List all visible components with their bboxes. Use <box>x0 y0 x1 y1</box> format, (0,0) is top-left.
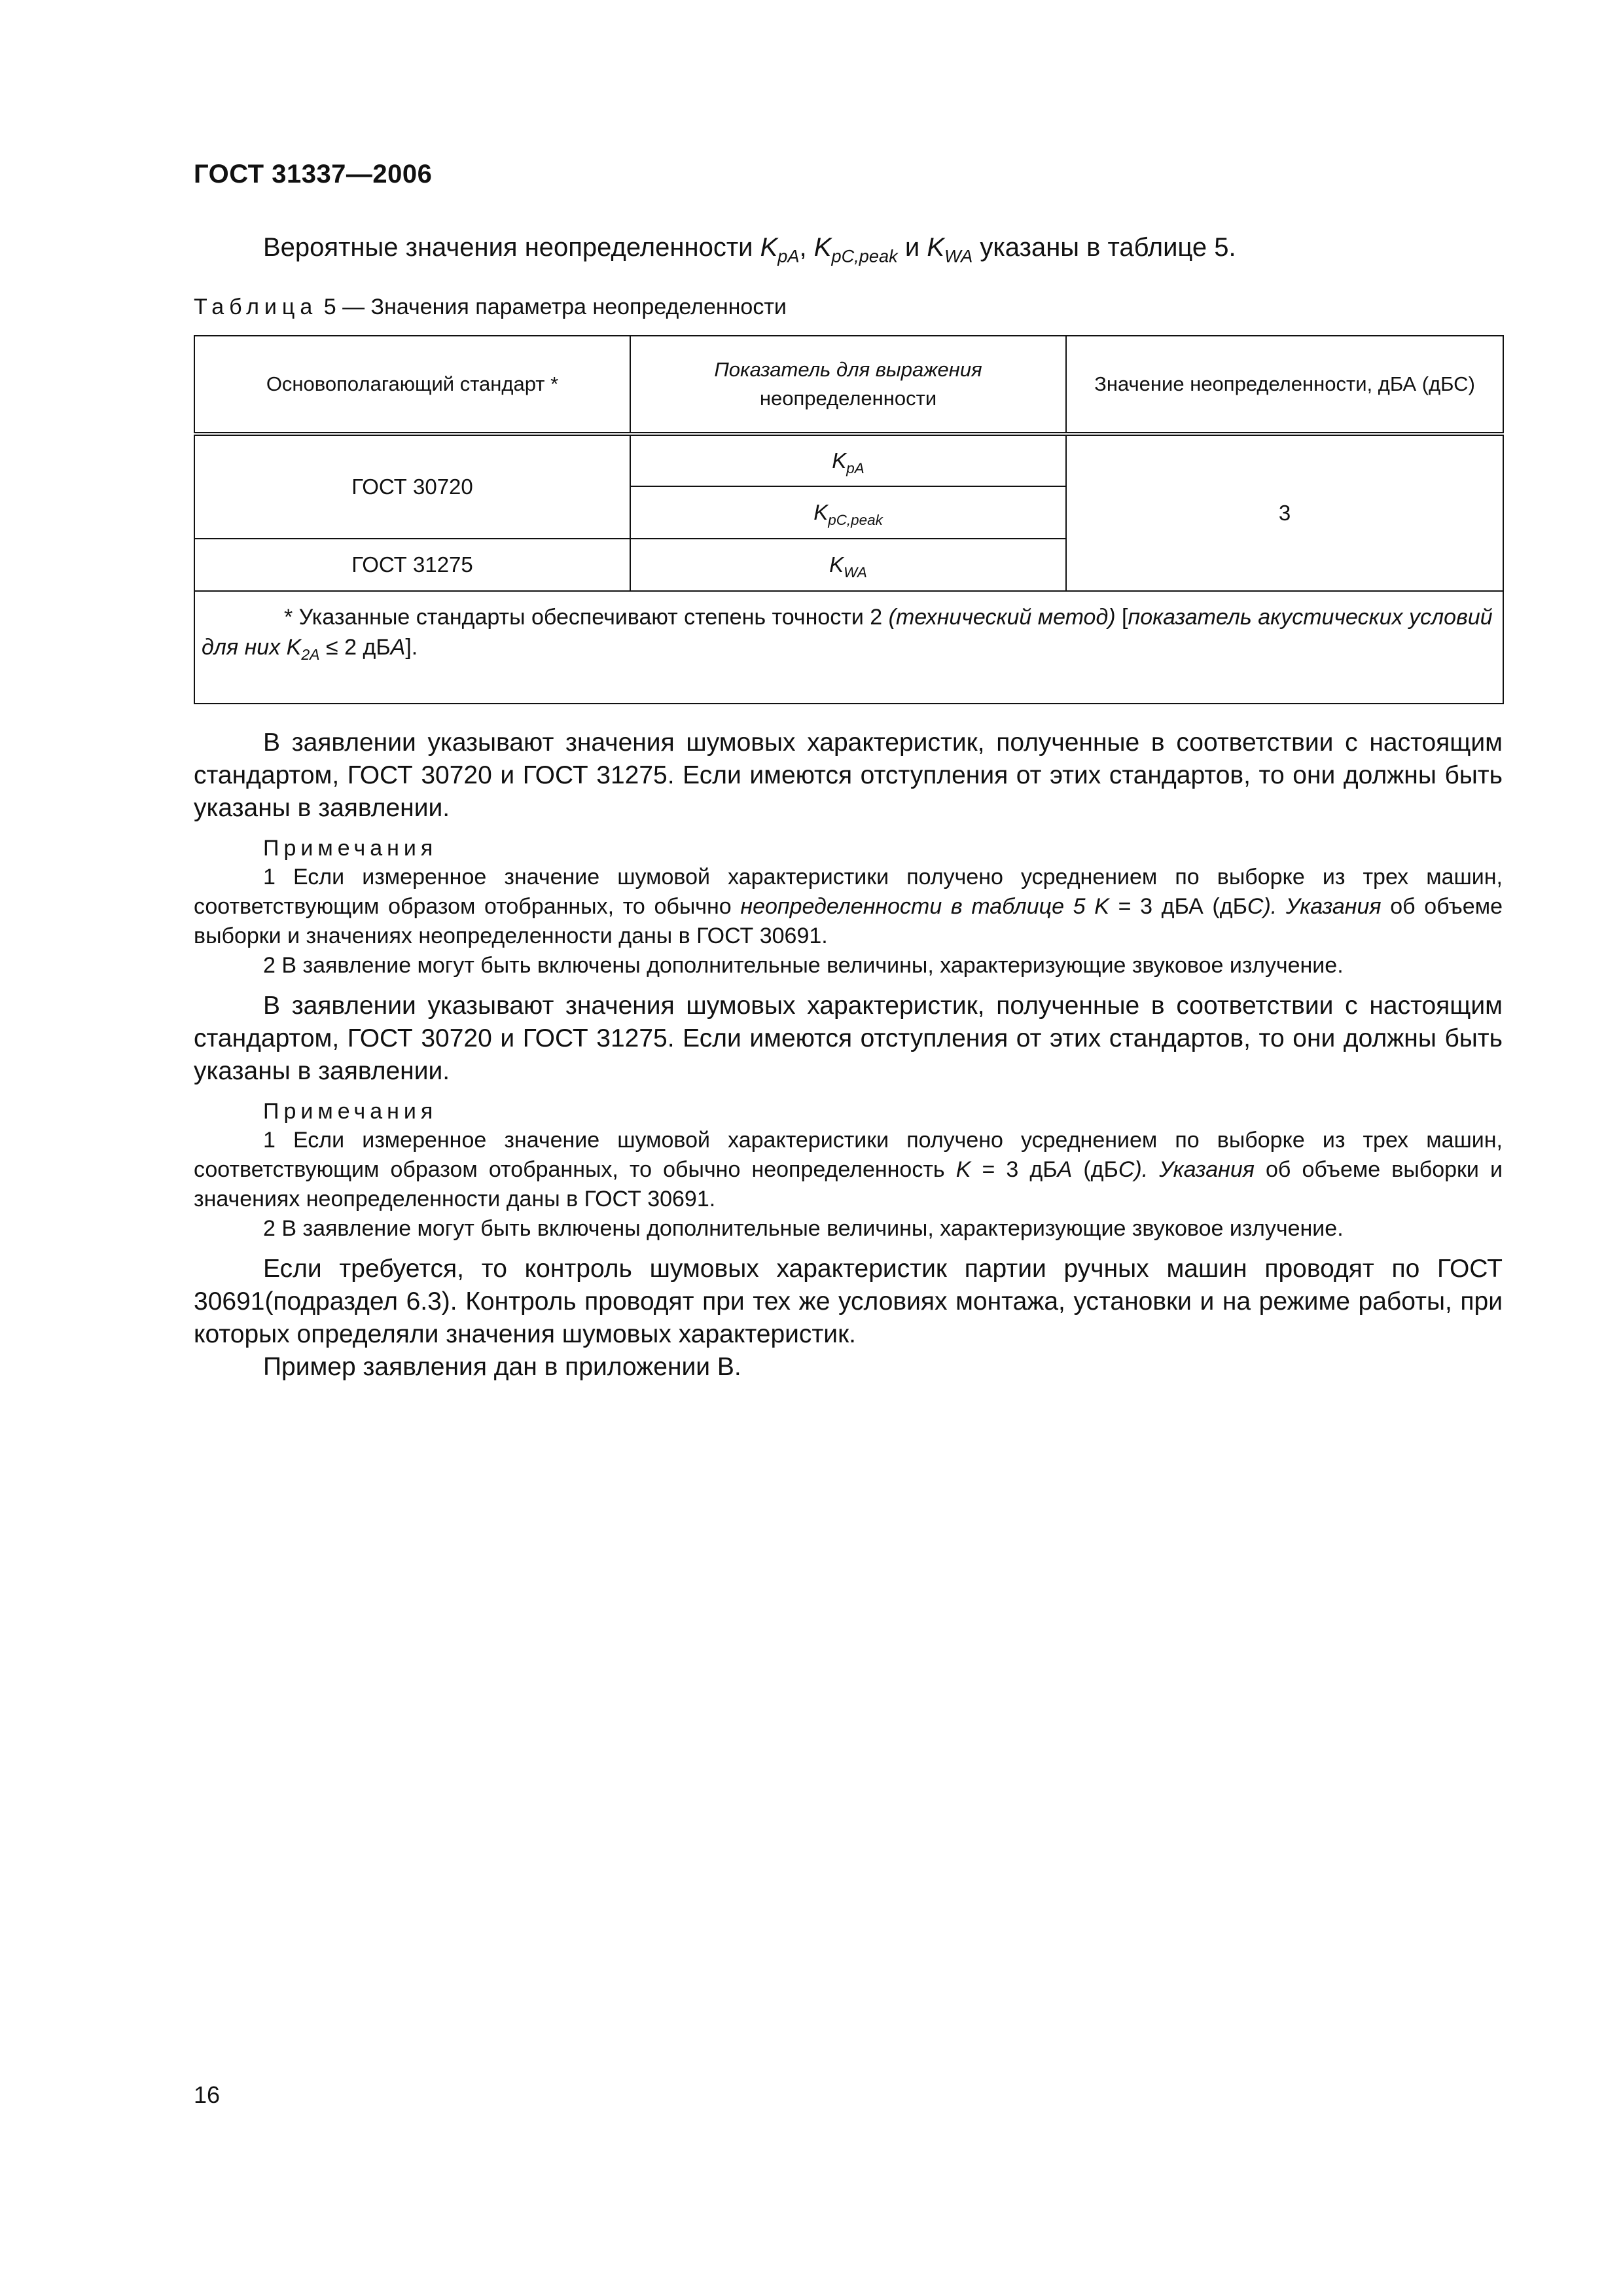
document-header: ГОСТ 31337—2006 <box>194 160 433 188</box>
note-item: 1 Если измеренное значение шумовой характеристики получено усреднением по выборке из трех машин, соответствующим образом отобранных, то обычно неопределенности в таблице 5 K = 3 дБА (дБC). Указания об объеме выборки и значениях неопределенности даны в ГОСТ 30691. <box>194 865 1503 948</box>
notes-title: Примечания <box>263 836 438 861</box>
section-block-3 <box>194 1253 1503 1384</box>
intro-paragraph: Вероятные значения неопределенности $K_{pA}$, $K_{pC,peak}$ и $K_{WA}$ указаны в таблице 5. <box>263 233 1236 266</box>
paragraph: В заявлении указывают значения шумовых характеристик, полученные в соответствии с настоящим стандартом, ГОСТ 30720 и ГОСТ 31275. Если имеются отступления от этих стандартов, то они должны быть указаны в заявлении. <box>194 992 1503 1085</box>
header-indicator: Показатель для выражения неопределенности <box>630 336 1066 434</box>
section-block-1 <box>194 726 1503 980</box>
paragraph: Если требуется, то контроль шумовых характеристик партии ручных машин проводят по ГОСТ 30691(подраздел 6.3). Контроль проводят при тех же условиях монтажа, установки и на режиме работы, при которых определяли значения шумовых характеристик. <box>194 1255 1503 1348</box>
cell-indicator: $K_{pA}$ <box>630 434 1066 486</box>
table-caption: Таблица 5 — Значения параметра неопределенности <box>194 295 787 319</box>
cell-indicator: $K_{pC,peak}$ <box>630 486 1066 539</box>
uncertainty-table <box>194 335 1504 704</box>
page-number: 16 <box>194 2081 221 2108</box>
table-row <box>194 434 1503 486</box>
note-item: 2 В заявление могут быть включены дополнительные величины, характеризующие звуковое излучение. <box>263 1216 1344 1241</box>
cell-indicator: $K_{WA}$ <box>630 539 1066 591</box>
cell-value: 3 <box>1066 434 1503 591</box>
cell-standard: ГОСТ 30720 <box>194 434 630 539</box>
header-standard: Основополагающий стандарт * <box>194 336 630 434</box>
note-item: 2 В заявление могут быть включены дополнительные величины, характеризующие звуковое излучение. <box>263 953 1344 978</box>
cell-standard: ГОСТ 31275 <box>194 539 630 591</box>
table-footnote: * Указанные стандарты обеспечивают степень точности 2 (технический метод) [показатель акустических условий для них $K_{2A} \le 2$ дБA]. <box>194 591 1503 704</box>
table-footnote-row <box>194 591 1503 704</box>
note-item: 1 Если измеренное значение шумовой характеристики получено усреднением по выборке из трех машин, соответствующим образом отобранных, то обычно неопределенность K = 3 дБA (дБC). Указания об объеме выборки и значениях неопределенности даны в ГОСТ 30691. <box>194 1128 1503 1211</box>
header-value: Значение неопределенности, дБА (дБС) <box>1066 336 1503 434</box>
paragraph: В заявлении указывают значения шумовых характеристик, полученные в соответствии с настоящим стандартом, ГОСТ 30720 и ГОСТ 31275. Если имеются отступления от этих стандартов, то они должны быть указаны в заявлении. <box>194 728 1503 822</box>
table-header-row <box>194 336 1503 434</box>
paragraph: Пример заявления дан в приложении В. <box>263 1353 741 1381</box>
section-block-2 <box>194 990 1503 1244</box>
notes-title: Примечания <box>263 1099 438 1124</box>
